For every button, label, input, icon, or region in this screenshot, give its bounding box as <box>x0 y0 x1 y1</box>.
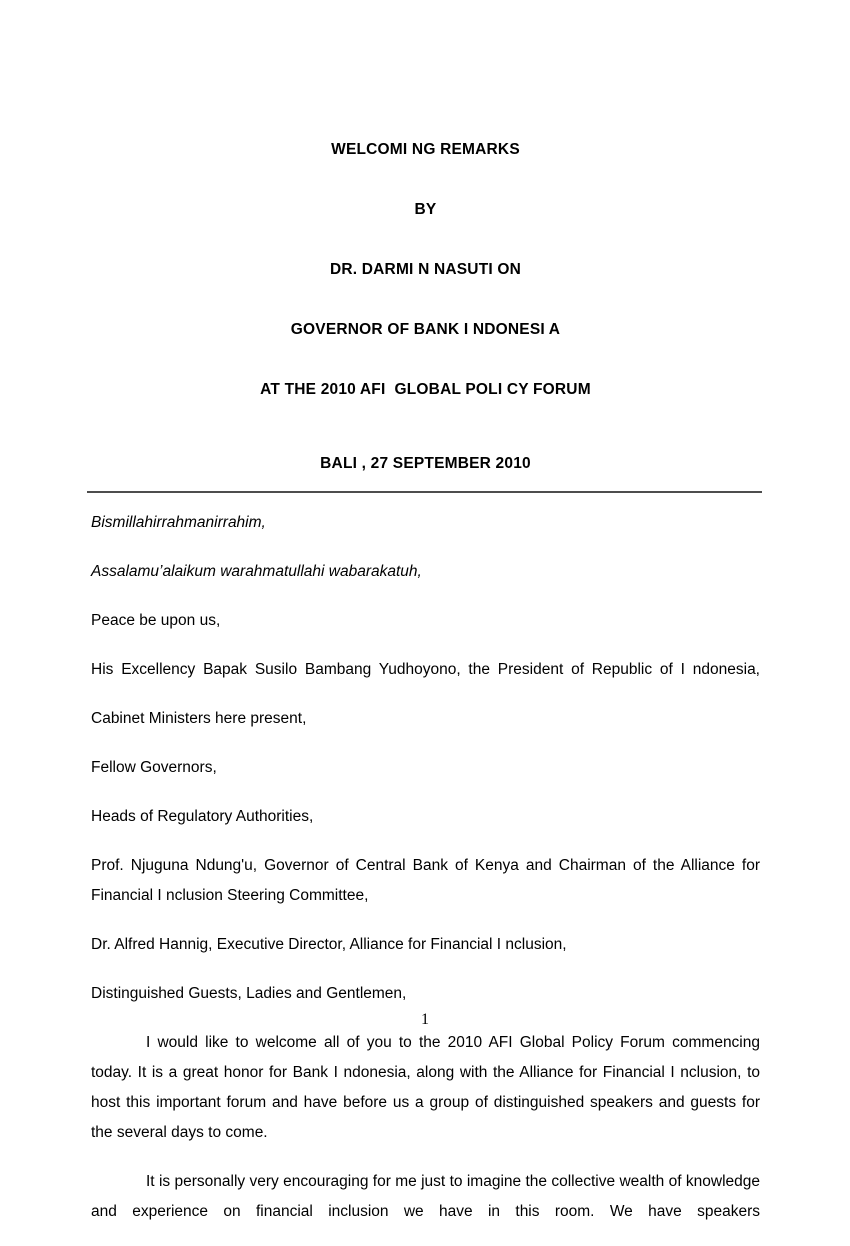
opening-bismillah: Bismillahirrahmanirrahim, <box>91 514 266 531</box>
speech-body <box>91 508 760 1227</box>
salutation-cabinet-ministers: Cabinet Ministers here present, <box>91 710 307 727</box>
title-line-3: DR. DARMI N NASUTI ON <box>329 261 522 278</box>
title-line-4: GOVERNOR OF BANK I NDONESI A <box>290 321 561 338</box>
page-content <box>91 0 760 1246</box>
title-block <box>91 100 760 440</box>
salutation-regulatory-heads: Heads of Regulatory Authorities, <box>91 808 314 825</box>
salutation-dr-hannig: Dr. Alfred Hannig, Executive Director, Alliance for Financial I nclusion, <box>91 936 567 953</box>
opening-salaam: Assalamu’alaikum warahmatullahi wabarakatuh, <box>91 563 422 580</box>
paragraph-welcome: I would like to welcome all of you to the 2010 AFI Global Policy Forum commencing today. It is a great honor for Bank I ndonesia, along with the Alliance for Financial I nclusion, to host this important forum and have before us a group of distinguished speakers and guests for the several days to come. <box>91 1034 760 1141</box>
title-date-line: BALI , 27 SEPTEMBER 2010 <box>320 455 531 472</box>
salutation-prof-njuguna: Prof. Njuguna Ndung'u, Governor of Central Bank of Kenya and Chairman of the Alliance for Financial I nclusion Steering Committee, <box>91 857 760 904</box>
salutation-peace: Peace be upon us, <box>91 612 221 629</box>
horizontal-rule <box>87 491 762 493</box>
page-number: 1 <box>421 1011 429 1028</box>
salutation-fellow-governors: Fellow Governors, <box>91 759 217 776</box>
title-line-5: AT THE 2010 AFI GLOBAL POLI CY FORUM <box>260 381 591 398</box>
paragraph-encouraging: It is personally very encouraging for me just to imagine the collective wealth of knowledge and experience on financial inclusion we have in this room. We have speakers <box>91 1173 760 1220</box>
title-line-2: BY <box>414 201 437 218</box>
salutation-president: His Excellency Bapak Susilo Bambang Yudhoyono, the President of Republic of I ndonesia, <box>91 661 760 678</box>
salutation-distinguished-guests: Distinguished Guests, Ladies and Gentlemen, <box>91 985 407 1002</box>
title-line-1: WELCOMI NG REMARKS <box>331 141 520 158</box>
